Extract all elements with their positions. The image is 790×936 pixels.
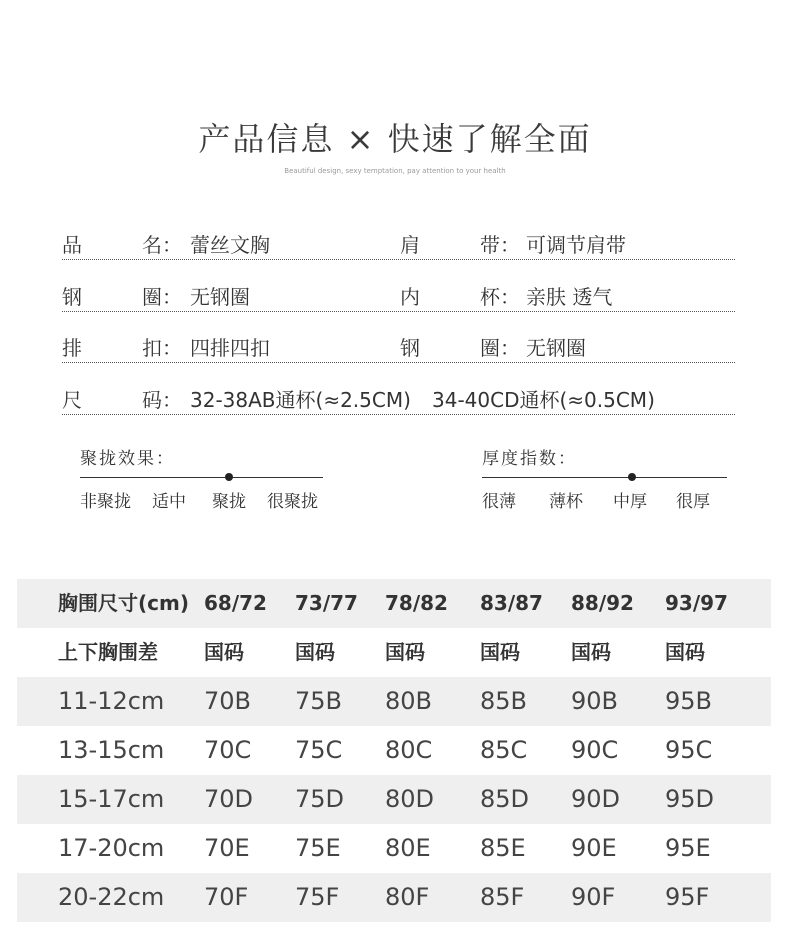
info-key-char: 品 [62, 233, 82, 257]
table-row-label: 15-17cm [58, 785, 165, 813]
table-cell: 国码 [665, 640, 705, 664]
info-value: 四排四扣 [190, 336, 270, 360]
table-cell: 95B [665, 687, 713, 715]
table-row-label: 上下胸围差 [58, 640, 158, 664]
scale-line [482, 477, 727, 478]
table-header-row [17, 628, 771, 677]
table-row-label: 11-12cm [58, 687, 165, 715]
table-cell: 75E [295, 834, 341, 862]
scale-option: 薄杯 [549, 492, 583, 512]
table-cell: 80B [385, 687, 433, 715]
table-cell: 85C [480, 736, 528, 764]
table-cell: 73/77 [295, 591, 358, 615]
table-cell: 95D [665, 785, 715, 813]
table-cell: 80F [385, 883, 430, 911]
info-key-char: 圈： [480, 336, 520, 360]
info-row-size [62, 372, 735, 415]
table-cell: 75D [295, 785, 345, 813]
table-cell: 95C [665, 736, 713, 764]
table-cell: 75F [295, 883, 340, 911]
table-row [17, 824, 771, 873]
info-key-char: 圈： [142, 285, 182, 309]
table-cell: 68/72 [204, 591, 267, 615]
table-cell: 国码 [571, 640, 611, 664]
table-row [17, 775, 771, 824]
info-key-char: 排 [62, 336, 82, 360]
table-row-label: 胸围尺寸(cm) [58, 591, 189, 615]
table-cell: 国码 [295, 640, 335, 664]
table-cell: 国码 [385, 640, 425, 664]
info-row-name [62, 217, 735, 260]
table-cell: 78/82 [385, 591, 448, 615]
table-cell: 95E [665, 834, 711, 862]
table-cell: 95F [665, 883, 710, 911]
info-value: 无钢圈 [190, 285, 250, 309]
table-cell: 80C [385, 736, 433, 764]
table-cell: 83/87 [480, 591, 543, 615]
table-cell: 80D [385, 785, 435, 813]
scale-option: 很厚 [676, 492, 710, 512]
table-cell: 90B [571, 687, 619, 715]
scale-line [80, 477, 323, 478]
table-cell: 70F [204, 883, 249, 911]
info-key-char: 肩 [400, 233, 420, 257]
info-key-char: 扣： [142, 336, 182, 360]
info-key-char: 钢 [62, 285, 82, 309]
info-row-wire [62, 269, 735, 312]
scale-option: 中厚 [613, 492, 647, 512]
table-cell: 80E [385, 834, 431, 862]
thickness-scale [482, 444, 727, 514]
table-cell: 国码 [204, 640, 244, 664]
scale-option: 非聚拢 [80, 492, 131, 512]
push-up-scale [80, 444, 325, 514]
table-cell: 75B [295, 687, 343, 715]
info-value: 无钢圈 [526, 336, 586, 360]
table-cell: 70E [204, 834, 250, 862]
table-cell: 88/92 [571, 591, 634, 615]
scale-marker [225, 473, 233, 481]
table-cell: 90C [571, 736, 619, 764]
info-value: 蕾丝文胸 [190, 233, 270, 257]
table-cell: 70B [204, 687, 252, 715]
table-cell: 93/97 [665, 591, 728, 615]
push-up-label: 聚拢效果： [80, 449, 175, 469]
info-key-char: 钢 [400, 336, 420, 360]
table-cell: 75C [295, 736, 343, 764]
table-row [17, 873, 771, 922]
scale-option: 很聚拢 [267, 492, 318, 512]
table-header-row [17, 579, 771, 628]
table-row-label: 17-20cm [58, 834, 165, 862]
table-cell: 90E [571, 834, 617, 862]
table-cell: 85B [480, 687, 528, 715]
scale-option: 聚拢 [212, 492, 246, 512]
table-row [17, 726, 771, 775]
scale-marker [628, 473, 636, 481]
info-key-char: 名： [142, 233, 182, 257]
info-key-char: 带： [480, 233, 520, 257]
table-row-label: 13-15cm [58, 736, 165, 764]
info-value: 34-40CD通杯(≈0.5CM) [432, 388, 655, 412]
info-key-char: 杯： [480, 285, 520, 309]
info-value: 可调节肩带 [526, 233, 626, 257]
table-cell: 70D [204, 785, 254, 813]
page-subtitle: Beautiful design, sexy temptation, pay attention to your health [284, 167, 506, 175]
info-row-hook [62, 320, 735, 363]
info-key-char: 内 [400, 285, 420, 309]
table-cell: 国码 [480, 640, 520, 664]
table-cell: 70C [204, 736, 252, 764]
table-row [17, 677, 771, 726]
table-cell: 90F [571, 883, 616, 911]
thickness-label: 厚度指数： [482, 449, 577, 469]
page-title: 产品信息 × 快速了解全面 [198, 120, 592, 158]
table-cell: 90D [571, 785, 621, 813]
info-key-char: 码： [142, 388, 182, 412]
scale-option: 很薄 [482, 492, 516, 512]
table-cell: 85F [480, 883, 525, 911]
table-cell: 85E [480, 834, 526, 862]
size-table [17, 579, 771, 922]
info-value: 32-38AB通杯(≈2.5CM) [190, 388, 411, 412]
table-row-label: 20-22cm [58, 883, 165, 911]
info-key-char: 尺 [62, 388, 82, 412]
scale-option: 适中 [152, 492, 186, 512]
table-cell: 85D [480, 785, 530, 813]
info-value: 亲肤 透气 [526, 285, 613, 309]
